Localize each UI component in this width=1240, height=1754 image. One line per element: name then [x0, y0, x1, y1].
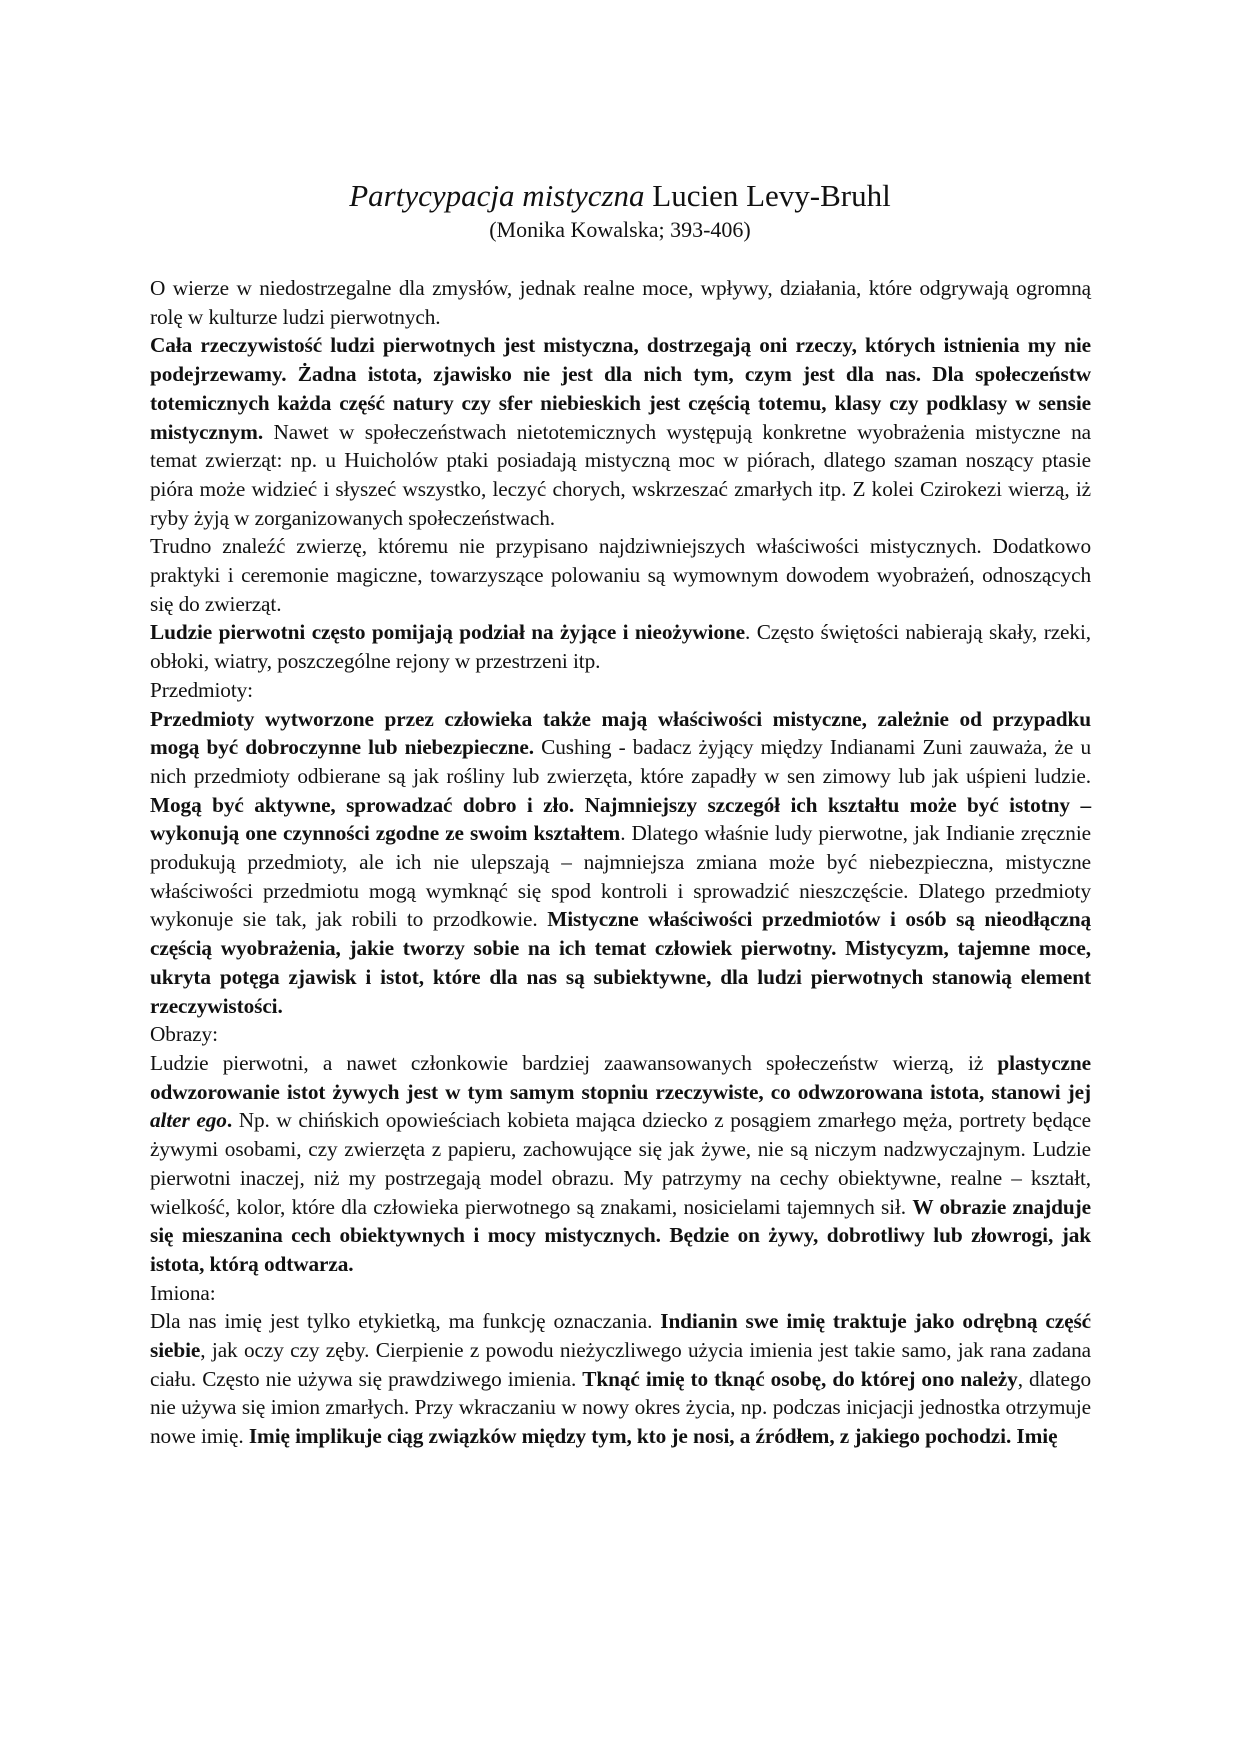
paragraph-text: Trudno znaleźć zwierzę, któremu nie przypisano najdziwniejszych właściwości mistycznych. Dodatkowo praktyki i ceremonie magiczne, towarzyszące polowaniu są wymownym dowodem wyobrażeń, odnoszących się do zwierząt.: [150, 534, 1091, 616]
document-body: [150, 274, 1091, 1451]
title-italic: Partycypacja mistyczna: [349, 178, 645, 213]
paragraph-bold-text: Imię implikuje ciąg związków między tym, kto je nosi, a źródłem, z jakiego pochodzi. Imię: [248, 1424, 1058, 1449]
paragraph-bold-text: Przedmioty wytworzone przez człowieka także mają właściwości mistyczne, zależnie od przypadku mogą być dobroczynne lub niebezpieczne.: [150, 706, 1091, 760]
paragraph-text: Dla nas imię jest tylko etykietką, ma funkcję oznaczania.: [150, 1309, 661, 1334]
paragraph-bold-text: Ludzie pierwotni często pomijają podział na żyjące i nieożywione: [150, 620, 746, 645]
paragraph-text: Np. w chińskich opowieściach kobieta mająca dziecko z posągiem zmarłego męża, portrety będące żywymi osobami, czy zwierzęta z papieru, zachowujące się jak żywe, nie są niczym nadzwyczajnym. Ludzie pierwotni inaczej, niż my postrzegają model obrazu. My patrzymy na cechy obiektywne, realne – kształt, wielkość, kolor, które dla człowieka pierwotnego są znakami, nosicielami tajemnych sił.: [150, 1108, 1091, 1219]
paragraph-text: . Często świętości nabierają skały, rzeki, obłoki, wiatry, poszczególne rejony w przestrzeni itp.: [150, 620, 1091, 674]
paragraph: [150, 331, 1091, 532]
paragraph-text: Cushing - badacz żyjący między Indianami Zuni zauważa, że u nich przedmioty odbierane są jak rośliny lub zwierzęta, które zapadły w sen zimowy lub jak uśpieni ludzie.: [150, 735, 1091, 788]
paragraph: [150, 274, 1091, 331]
paragraph-bold-text: .: [226, 1108, 233, 1133]
section-heading-przedmioty: Przedmioty:: [150, 677, 254, 702]
paragraph-text: , jak oczy czy zęby. Cierpienie z powodu nieżyczliwego użycia imienia jest takie samo, jak rana zadana ciału. Często nie używa się prawdziwego imienia.: [150, 1338, 1091, 1391]
paragraph-text: Ludzie pierwotni, a nawet członkowie bardziej zaawansowanych społeczeństw wierzą, iż: [150, 1050, 998, 1075]
paragraph-bold-text: Mistyczne właściwości przedmiotów i osób są nieodłączną częścią wyobrażenia, jakie tworzy sobie na ich temat człowiek pierwotny. Mistycyzm, tajemne moce, ukryta potęga zjawisk i istot, które dla nas są subiektywne, dla ludzi pierwotnych stanowią element rzeczywistości.: [150, 907, 1091, 1018]
paragraph: [150, 705, 1091, 1021]
paragraph-bold-text: plastyczne odwzorowanie istot żywych jest w tym samym stopniu rzeczywiste, co odwzorowana istota, stanowi jej: [150, 1050, 1091, 1104]
section-heading-imiona: Imiona:: [150, 1280, 216, 1305]
paragraph-text: , dlatego nie używa się imion zmarłych. Przy wkraczaniu w nowy okres życia, np. podczas inicjacji jednostka otrzymuje nowe imię.: [150, 1366, 1091, 1449]
paragraph-bold-text: Cała rzeczywistość ludzi pierwotnych jest mistyczna, dostrzegają oni rzeczy, których istnienia my nie podejrzewamy. Żadna istota, zjawisko nie jest dla nich tym, czym jest dla nas. Dla społeczeństw totemicznych każda część natury czy sfer niebieskich jest częścią totemu, klasy czy podklasy w sensie mistycznym.: [150, 333, 1091, 444]
paragraph-text: O wierze w niedostrzegalne dla zmysłów, jednak realne moce, wpływy, działania, które odgrywają ogromną rolę w kulturze ludzi pierwotnych.: [150, 276, 1091, 329]
paragraph-bold-text: W obrazie znajduje się mieszanina cech obiektywnych i mocy mistycznych. Będzie on żywy, dobrotliwy lub złowrogi, jak istota, którą odtwarza.: [150, 1194, 1091, 1276]
title-author: Lucien Levy-Bruhl: [644, 178, 891, 213]
paragraph: [150, 1307, 1091, 1451]
paragraph-text: . Dlatego właśnie ludy pierwotne, jak Indianie zręcznie produkują przedmioty, ale ich nie ulepszają – najmniejsza zmiana może być niebezpieczna, mistyczne właściwości przedmiotu mogą wymknąć się spod kontroli i sprowadzić nieszczęście. Dlatego przedmioty wykonuje sie tak, jak robili to przodkowie.: [150, 821, 1091, 932]
paragraph: [150, 532, 1091, 618]
page-title: [0, 176, 1240, 216]
section-heading-obrazy: Obrazy:: [150, 1022, 218, 1047]
paragraph-bold-text: Tknąć imię to tknąć osobę, do której ono należy: [582, 1366, 1018, 1391]
paragraph-bold-text: Mogą być aktywne, sprowadzać dobro i zło. Najmniejszy szczegół ich kształtu może być istotny – wykonują one czynności zgodne ze swoim kształtem: [150, 792, 1091, 846]
paragraph-text: Nawet w społeczeństwach nietotemicznych występują konkretne wyobrażenia mistyczne na temat zwierząt: np. u Huicholów ptaki posiadają mistyczną moc w piórach, dlatego szaman noszący ptasie pióra może widzieć i słyszeć wszystko, leczyć chorych, wskrzeszać zmarłych itp. Z kolei Czirokezi wierzą, iż ryby żyją w zorganizowanych społeczeństwach.: [150, 419, 1091, 530]
paragraph-bold-text: Indianin swe imię traktuje jako odrębną część siebie: [150, 1309, 1091, 1363]
paragraph-bold-italic-text: alter ego: [150, 1108, 227, 1133]
paragraph: [150, 1049, 1091, 1279]
paragraph: [150, 618, 1091, 675]
page-subtitle: (Monika Kowalska; 393-406): [489, 217, 751, 242]
